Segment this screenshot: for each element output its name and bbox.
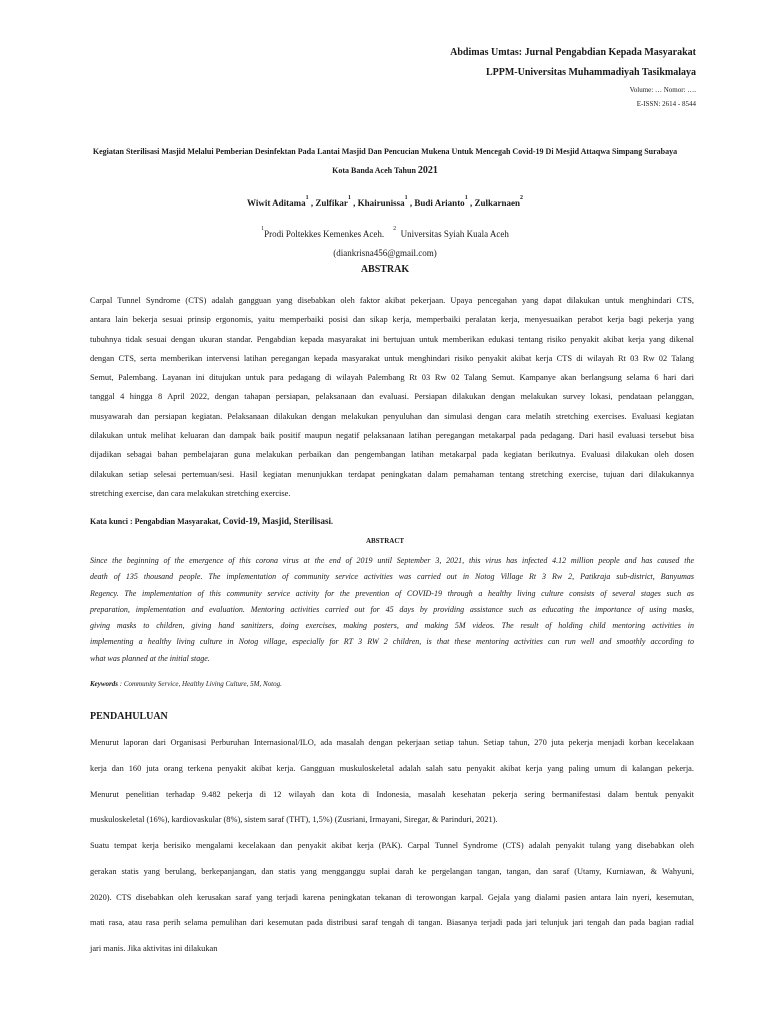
article-title-line1: Kegiatan Sterilisasi Masjid Melalui Pemberian Desinfektan Pada Lantai Masjid Dan Pencucian Mukena Untuk Mencegah Covid-19 Di Mesjid Attaqwa Simpang Surabaya	[92, 147, 678, 156]
abstract-line: preparation, implementation and evaluation. Mentoring activities carried out for 45 days by providing assistance such as educating the importance of using masks,	[90, 604, 694, 614]
abstrak-keywords: Kata kunci : Pengabdian Masyarakat, Covid-19, Masjid, Sterilisasi.	[90, 516, 333, 526]
section-heading-pendahuluan: PENDAHULUAN	[90, 711, 168, 722]
abstrak-line: tanggal 4 hingga 8 April 2022, dengan tahapan persiapan, pelaksanaan dan evaluasi. Persiapan dilakukan dengan melakukan survey lokasi, pendataan pelanggan,	[90, 392, 694, 402]
article-title-text: Kota Banda Aceh Tahun	[332, 166, 416, 175]
affiliation-1: Prodi Poltekkes Kemenkes Aceh.	[264, 229, 385, 239]
abstrak-line: dijadikan sebagai bahan pembelajaran guna melakukan perbaikan dan pengembangan latihan metakarpal pada kegiatan berikutnya. Evaluasi dilakukan oleh dosen	[90, 450, 694, 460]
abstrak-body	[90, 291, 694, 503]
author-list	[70, 195, 700, 208]
intro-paragraph-2	[90, 833, 694, 962]
intro-line: Suatu tempat kerja berisiko mengalami kecelakaan dan penyakit akibat kerja (PAK). Carpal Tunnel Syndrome (CTS) adalah penyakit tulang yang disebabkan oleh	[90, 841, 694, 850]
intro-line: Menurut penelitian terhadap 9.482 pekerja di 12 wilayah dan kota di Indonesia, masalah kesehatan pekerja sering bermanifestasi dalam bentuk penyakit	[90, 789, 694, 799]
eissn-info: E-ISSN: 2614 - 8544	[636, 100, 696, 108]
abstract-line: implementing a healthy living culture in Notog village, especially for RT 3 RW 2 children, is that these mentoring activities can run well and smoothly according to	[90, 637, 694, 647]
intro-line: jari manis. Jika aktivitas ini dilakukan	[90, 944, 218, 954]
abstract-heading: ABSTRACT	[365, 537, 405, 545]
author-3: , Khairunissa$^1$	[353, 195, 408, 208]
intro-paragraph-1	[90, 730, 694, 833]
abstrak-line: musyawarah dan persiapan kegiatan. Pelaksanaan dilakukan dengan melakukan penyuluhan dan simulasi dengan cara melatih stretching exercises. Evaluasi kegiatan	[90, 411, 694, 421]
author-email: (diankrisna456@gmail.com)	[333, 248, 437, 258]
intro-line: Menurut laporan dari Organisasi Perburuhan Internasional/ILO, ada masalah dengan pekerjaan setiap tahun. Setiap tahun, 270 juta pekerja menjadi korban kecelakaan	[90, 738, 694, 747]
volume-info: Volume: … Nomor: ….	[629, 86, 696, 94]
abstrak-line: Carpal Tunnel Syndrome (CTS) adalah gangguan yang disebabkan oleh faktor akibat pekerjaan. Upaya pencegahan yang dapat dilakukan untuk menghindari CTS,	[90, 296, 694, 305]
abstract-body	[90, 553, 694, 667]
abstract-line: death of 135 thousand people. The implementation of community service activities was carried out in Notog Village Rt 3 Rw 2, Patikraja sub-district, Banyumas	[90, 572, 694, 582]
affiliations: $^1$Prodi Poltekkes Kemenkes Aceh. $^2$ Universitas Syiah Kuala Aceh	[261, 226, 509, 239]
intro-line: mati rasa, atau rasa perih selama pemulihan dari kesemutan pada distribusi saraf tengah di tangan. Biasanya terjadi pada jari telunjuk jari tengah dan pada bagian radial	[90, 918, 694, 928]
abstract-line: Regency. The implementation of this community service activity for the prevention of COVID-19 through a healthy living culture consists of several stages such as	[90, 588, 694, 598]
abstrak-line: antara lain bekerja sesuai prinsip ergonomis, yaitu memperbaiki posisi dan sikap kerja, memperbaiki peralatan kerja, menyesuaikan perabot kerja bagi pekerja yang	[90, 315, 694, 325]
author-1: Wiwit Aditama$^1$	[247, 195, 309, 208]
abstract-line: giving masks to children, giving hand sanitizers, doing exercises, making posters, and making 5M videos. The result of holding child mentoring activities in	[90, 621, 694, 631]
author-5: , Zulkarnaen$^2$	[469, 195, 523, 208]
abstract-line: Since the beginning of the emergence of this corona virus at the end of 2019 until September 3, 2021, this virus has infected 4.12 million people and has caused the	[90, 556, 694, 565]
article-title-year: 2021	[417, 165, 438, 176]
abstract-line: what was planned at the initial stage.	[90, 653, 210, 663]
intro-line: gerakan statis yang berulang, berkepanjangan, dan statis yang mengganggu suplai darah ke pergelangan tangan, tangan, dan saraf (Utamy, Kurniawan, & Wahyuni,	[90, 866, 694, 876]
abstrak-heading: ABSTRAK	[360, 264, 410, 275]
affiliation-2: Universitas Syiah Kuala Aceh	[400, 229, 509, 239]
author-2: , Zulfikar$^1$	[310, 195, 351, 208]
publisher-name: LPPM-Universitas Muhammadiyah Tasikmalaya	[485, 67, 696, 78]
abstrak-line: dilakukan setiap selesai pertemuan/sesi. Hasil kegiatan menunjukkan terdapat peningkatan dalam pemahaman tentang stretching exercise, tujuan dari dilakukannya	[90, 469, 694, 479]
intro-line: kerja dan 160 juta orang terkena penyakit akibat kerja. Gangguan muskuloskeletal adalah salah satu penyakit akibat kerja yang paling umum di kalangan pekerja.	[90, 763, 694, 773]
abstrak-line: Semut, Palembang. Layanan ini ditujukan untuk para pedagang di wilayah Palembang Rt 03 Rw 02 Talang Semut. Kampanye akan berlangsung selama 6 hari dari	[90, 373, 694, 383]
author-4: , Budi Arianto$^1$	[409, 195, 468, 208]
abstrak-line: tubuhnya tidak sesuai dengan ukuran standar. Pengabdian kepada masyarakat ini bertujuan untuk memberikan edukasi tentang risiko penyakit akibat kerja yang dikenal	[90, 334, 694, 344]
intro-line: muskuloskeletal (16%), kardiovaskular (8%), sistem saraf (THT), 1,5%) (Zusriani, Irmayani, Siregar, & Parinduri, 2021).	[90, 815, 498, 825]
abstrak-line: dilakukan untuk melihat keluaran dan dampak baik positif maupun negatif pelaksanaan latihan peregangan metakarpal pada pedagang. Dari hasil evaluasi tersebut bisa	[90, 431, 694, 441]
abstract-keywords: Keywords : Community Service, Healthy Living Culture, 5M, Notog.	[90, 680, 282, 688]
article-title-line2	[70, 165, 700, 176]
journal-name: Abdimas Umtas: Jurnal Pengabdian Kepada Masyarakat	[450, 47, 696, 58]
abstrak-line: dengan CTS, serta memberikan intervensi latihan peregangan kepada masyarakat untuk menghindari risiko penyakit akibat kerja CTS di wilayah Rt 03 Rw 02 Talang	[90, 353, 694, 363]
abstrak-line: stretching exercise, dan cara melakukan stretching exercise.	[90, 488, 291, 498]
intro-line: 2020). CTS disebabkan oleh kerusakan saraf yang terjadi karena peningkatan tekanan di terowongan karpal. Gejala yang dialami pasien antara lain nyeri, kesemutan,	[90, 892, 694, 902]
